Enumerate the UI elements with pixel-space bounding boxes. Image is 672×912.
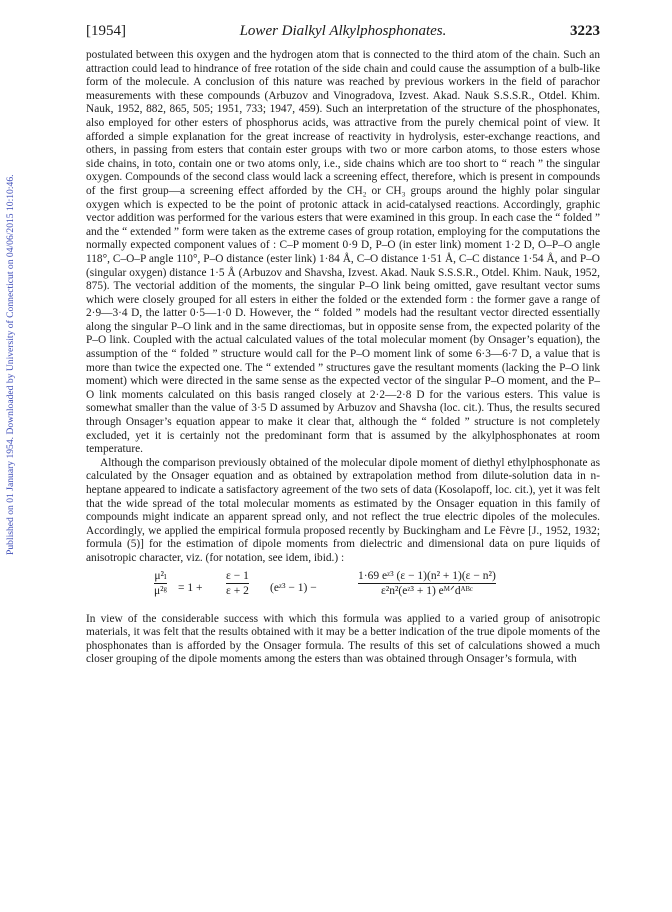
equation-fraction-2-denominator: ε²n²(eᶻ³ + 1) eᴹᐟdᴬᴮᶜ: [380, 584, 473, 597]
equation-lhs-numerator: μ²ₗ: [154, 569, 167, 582]
article-body: [86, 49, 600, 667]
page-number: 3223: [570, 23, 600, 39]
equation-lhs-denominator: μ²ᵍ: [154, 584, 168, 597]
paragraph-3: In view of the considerable success with which this formula was applied to a varied group of anisotropic materials, it was felt that the results obtained with it may be a better indication of the true dipole moments of the phosphonates than is afforded by the Onsager formula. The results of this set of calculations showed a much closer grouping of the dipole moments among the esters than was obtained through Onsager’s formula, with: [86, 612, 600, 666]
buckingham-lefevre-equation: [86, 570, 600, 607]
equation-middle-part: (eᶻ³ − 1) −: [270, 581, 317, 594]
paragraph-1: postulated between this oxygen and the hydrogen atom that is connected to the third atom of the chain. Such an attraction could lead to hindrance of free rotation of the side chain and could cause the assumption of a bulb-like form of the molecule. A conclusion of this nature was reached by previous workers in the field of parachor measurements with these compounds (Arbuzov and Vinogradova, Izvest. Akad. Nauk S.S.S.R., Otdel. Khim. Nauk, 1952, 882, 865, 505; 1951, 733; 1947, 459). Such an interpretation of the structure of the phosphonates, also employed for other esters of phosphorus acids, was attractive from the purely chemical point of view. It afforded a simple explanation for the great increase of reactivity in hydrolysis, ester-exchange reactions, and others, in passing from esters that contain ester groups with two or more carbon atoms, to those esters whose side chains, in toto, contain one or two atoms only, i.e., side chains which are too short to “ reach ” the singular oxygen. Compounds of the second class would lack a screening effect, therefore, which is present in compounds of the first group—a screening effect afforded by the CH₂ or CH₃ groups around the highly polar singular oxygen which is expected to be the point of protonic attack in acid-catalysed reactions. Accordingly, graphic vector addition was performed for the various esters that were examined in this group. In each case the “ folded ” and the “ extended ” form were taken as the extreme cases of group rotation, employing for the computations the normally expected component values of : C–P moment 0·9 D, P–O (in ester link) moment 1·2 D, O–P–O angle 118°, C–O–P angle 110°, P–O distance (ester link) 1·84 Å, C–O distance 1·51 Å, C–C distance 1·54 Å, and P–O (singular oxygen) distance 1·5 Å (Arbuzov and Shavsha, Izvest. Akad. Nauk S.S.S.R., Otdel. Khim. Nauk, 1952, 875). The vectorial addition of the moments, the singular P–O link being omitted, gave resultant vector sums which were closely grouped for all esters in either the folded or the extended form : the former gave a range of 2·9—3·4 D, the latter 0·5—1·0 D. However, the “ folded ” models had the resultant vector directed essentially along the singular P–O link and in the same directiomas, but in opposite sense from, the expected polarity of the P–O link. Coupled with the actual calculated values of the total molecular moment (by Onsager’s equation), the assumption of the “ folded ” structure would call for the P–O moment link of some 6·3—6·7 D, a value that is more than twice the expected one. The “ extended ” structures gave the resultant moments (lacking the P–O link moment) which were directed in the same sense as the expected vector of the singular P–O moment, and the P–O link moments calculated on this basis ranged closely at 2·2—2·8 D for the various esters. This value is somewhat smaller than the value of 3·5 D assumed by Arbuzov and Shavsha (loc. cit.). Thus, the results secured through Onsager’s equation appear to make it clear that, although the “ folded ” structure is not completely excluded, yet it is certainly not the predominant form that is assumed by the alkylphosphonates at room temperature.: [86, 49, 600, 456]
equation-fraction-2-numerator: 1·69 eᶻ³ (ε − 1)(n² + 1)(ε − n²): [358, 569, 496, 582]
equation-fraction-1-numerator: ε − 1: [226, 569, 249, 582]
equation-fraction-2: [358, 570, 496, 597]
download-notice: [2, 95, 22, 555]
equation-fraction-1: [226, 570, 249, 597]
download-notice-text: Published on 01 January 1954. Downloaded by University of Connecticut on 04/06/2015 10:10:46.: [5, 174, 16, 555]
header-year: [1954]: [86, 23, 126, 39]
header-title: Lower Dialkyl Alkylphosphonates.: [239, 23, 447, 39]
running-header: [86, 23, 600, 43]
paragraph-2: Although the comparison previously obtained of the molecular dipole moment of diethyl ethylphosphonate as calculated by the Onsager equation and as obtained by extrapolation method from dilute-solution data in n-heptane appeared to indicate a satisfactory agreement of the two sets of data (Kosolapoff, loc. cit.), yet it was felt that the wide spread of the total molecular moments as estimated by the Onsager equation in this family of compounds might indicate an apparent spread only, and not reflect the true electric dipoles of the molecules. Accordingly, we applied the empirical formula proposed recently by Buckingham and Le Fèvre [J., 1952, 1932; formula (5)] for the estimation of dipole moments from dielectric and dimensional data on pure liquids of anisotropic character, viz. (for notation, see idem, ibid.) :: [86, 456, 600, 564]
equation-lhs: [154, 570, 167, 597]
equation-equals-part: = 1 +: [178, 581, 203, 594]
equation-fraction-1-denominator: ε + 2: [226, 584, 249, 597]
